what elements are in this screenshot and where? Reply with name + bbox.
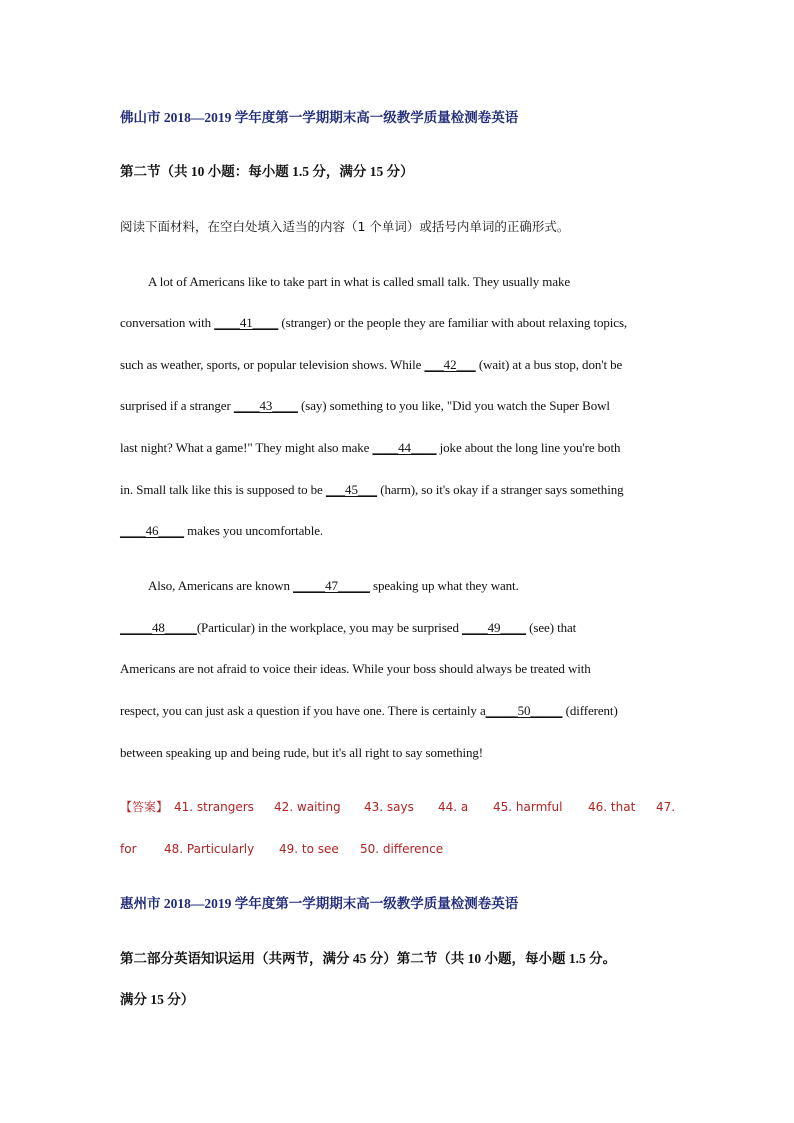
answer-item: for (120, 842, 137, 856)
blank-45: ___45___ (325, 482, 378, 497)
passage-text: joke about the long line you're both (436, 440, 621, 455)
passage-line (120, 397, 610, 415)
passage-line (120, 356, 622, 374)
answer-item: 44. a (438, 800, 469, 814)
blank-47: _____47_____ (293, 578, 370, 593)
passage-line (120, 702, 618, 720)
passage-line (120, 619, 576, 637)
blank-42: ___42___ (424, 357, 476, 372)
answer-item: 43. says (364, 800, 414, 814)
answer-item: 41. strangers (174, 800, 254, 814)
blank-48: _____48_____ (120, 620, 197, 635)
answer-label: 【答案】 (120, 800, 169, 814)
blank-46: ____46____ (120, 523, 185, 538)
answer-item: 42. waiting (274, 800, 341, 814)
answer-item: 46. that (588, 800, 636, 814)
section-title-huizhou: 惠州市 2018—2019 学年度第一学期期末高一级教学质量检测卷英语 (120, 896, 519, 911)
passage-text: (harm), so it's okay if a stranger says something (377, 482, 624, 497)
passage-text: (see) that (526, 620, 577, 635)
blank-43: ____43____ (233, 398, 298, 413)
blank-50: _____50_____ (485, 703, 563, 718)
passage-text: (stranger) or the people they are familiar with about relaxing topics, (278, 315, 628, 330)
answer-item: 47. (656, 800, 676, 814)
answer-item: 45. harmful (493, 800, 563, 814)
section-heading: 第二部分英语知识运用（共两节，满分 45 分）第二节（共 10 小题，每小题 1.5 分。 (120, 951, 617, 966)
passage-line (120, 481, 624, 499)
section-heading: 满分 15 分） (120, 992, 195, 1007)
blank-49: ____49____ (462, 620, 527, 635)
answer-item: 48. Particularly (164, 842, 255, 856)
passage-text: surprised if a stranger (120, 398, 234, 413)
answer-row (120, 840, 460, 858)
passage-line (120, 522, 323, 540)
answer-item: 50. difference (360, 842, 444, 856)
passage-text: Also, Americans are known (148, 578, 294, 593)
passage-line (120, 314, 627, 332)
blank-41: ____41____ (214, 315, 279, 330)
passage-text: conversation with (120, 315, 215, 330)
passage-text: such as weather, sports, or popular television shows. While (120, 357, 425, 372)
passage-line (120, 439, 620, 457)
section-title-foshan: 佛山市 2018—2019 学年度第一学期期末高一级教学质量检测卷英语 (120, 110, 519, 125)
passage-text: respect, you can just ask a question if you have one. There is certainly a (120, 703, 486, 718)
passage-text: (different) (562, 703, 618, 718)
passage-line: Americans are not afraid to voice their ideas. While your boss should always be treated with (120, 661, 591, 676)
passage-text: in. Small talk like this is supposed to be (120, 482, 326, 497)
passage-line: between speaking up and being rude, but it's all right to say something! (120, 745, 484, 760)
passage-line: A lot of Americans like to take part in what is called small talk. They usually make (148, 274, 571, 289)
answer-row (120, 798, 680, 816)
passage-line (148, 577, 519, 595)
passage-text: (wait) at a bus stop, don't be (475, 357, 623, 372)
answer-item: 49. to see (279, 842, 339, 856)
passage-text: (say) something to you like, "Did you watch the Super Bowl (297, 398, 610, 413)
passage-text: makes you uncomfortable. (184, 523, 324, 538)
section-heading: 第二节（共 10 小题：每小题 1.5 分，满分 15 分） (120, 164, 414, 179)
instruction-text: 阅读下面材料，在空白处填入适当的内容（1 个单词）或括号内单词的正确形式。 (120, 219, 570, 234)
blank-44: ____44____ (372, 440, 437, 455)
passage-text: (Particular) in the workplace, you may be surprised (196, 620, 462, 635)
passage-text: speaking up what they want. (369, 578, 519, 593)
passage-text: last night? What a game!" They might also make (120, 440, 373, 455)
